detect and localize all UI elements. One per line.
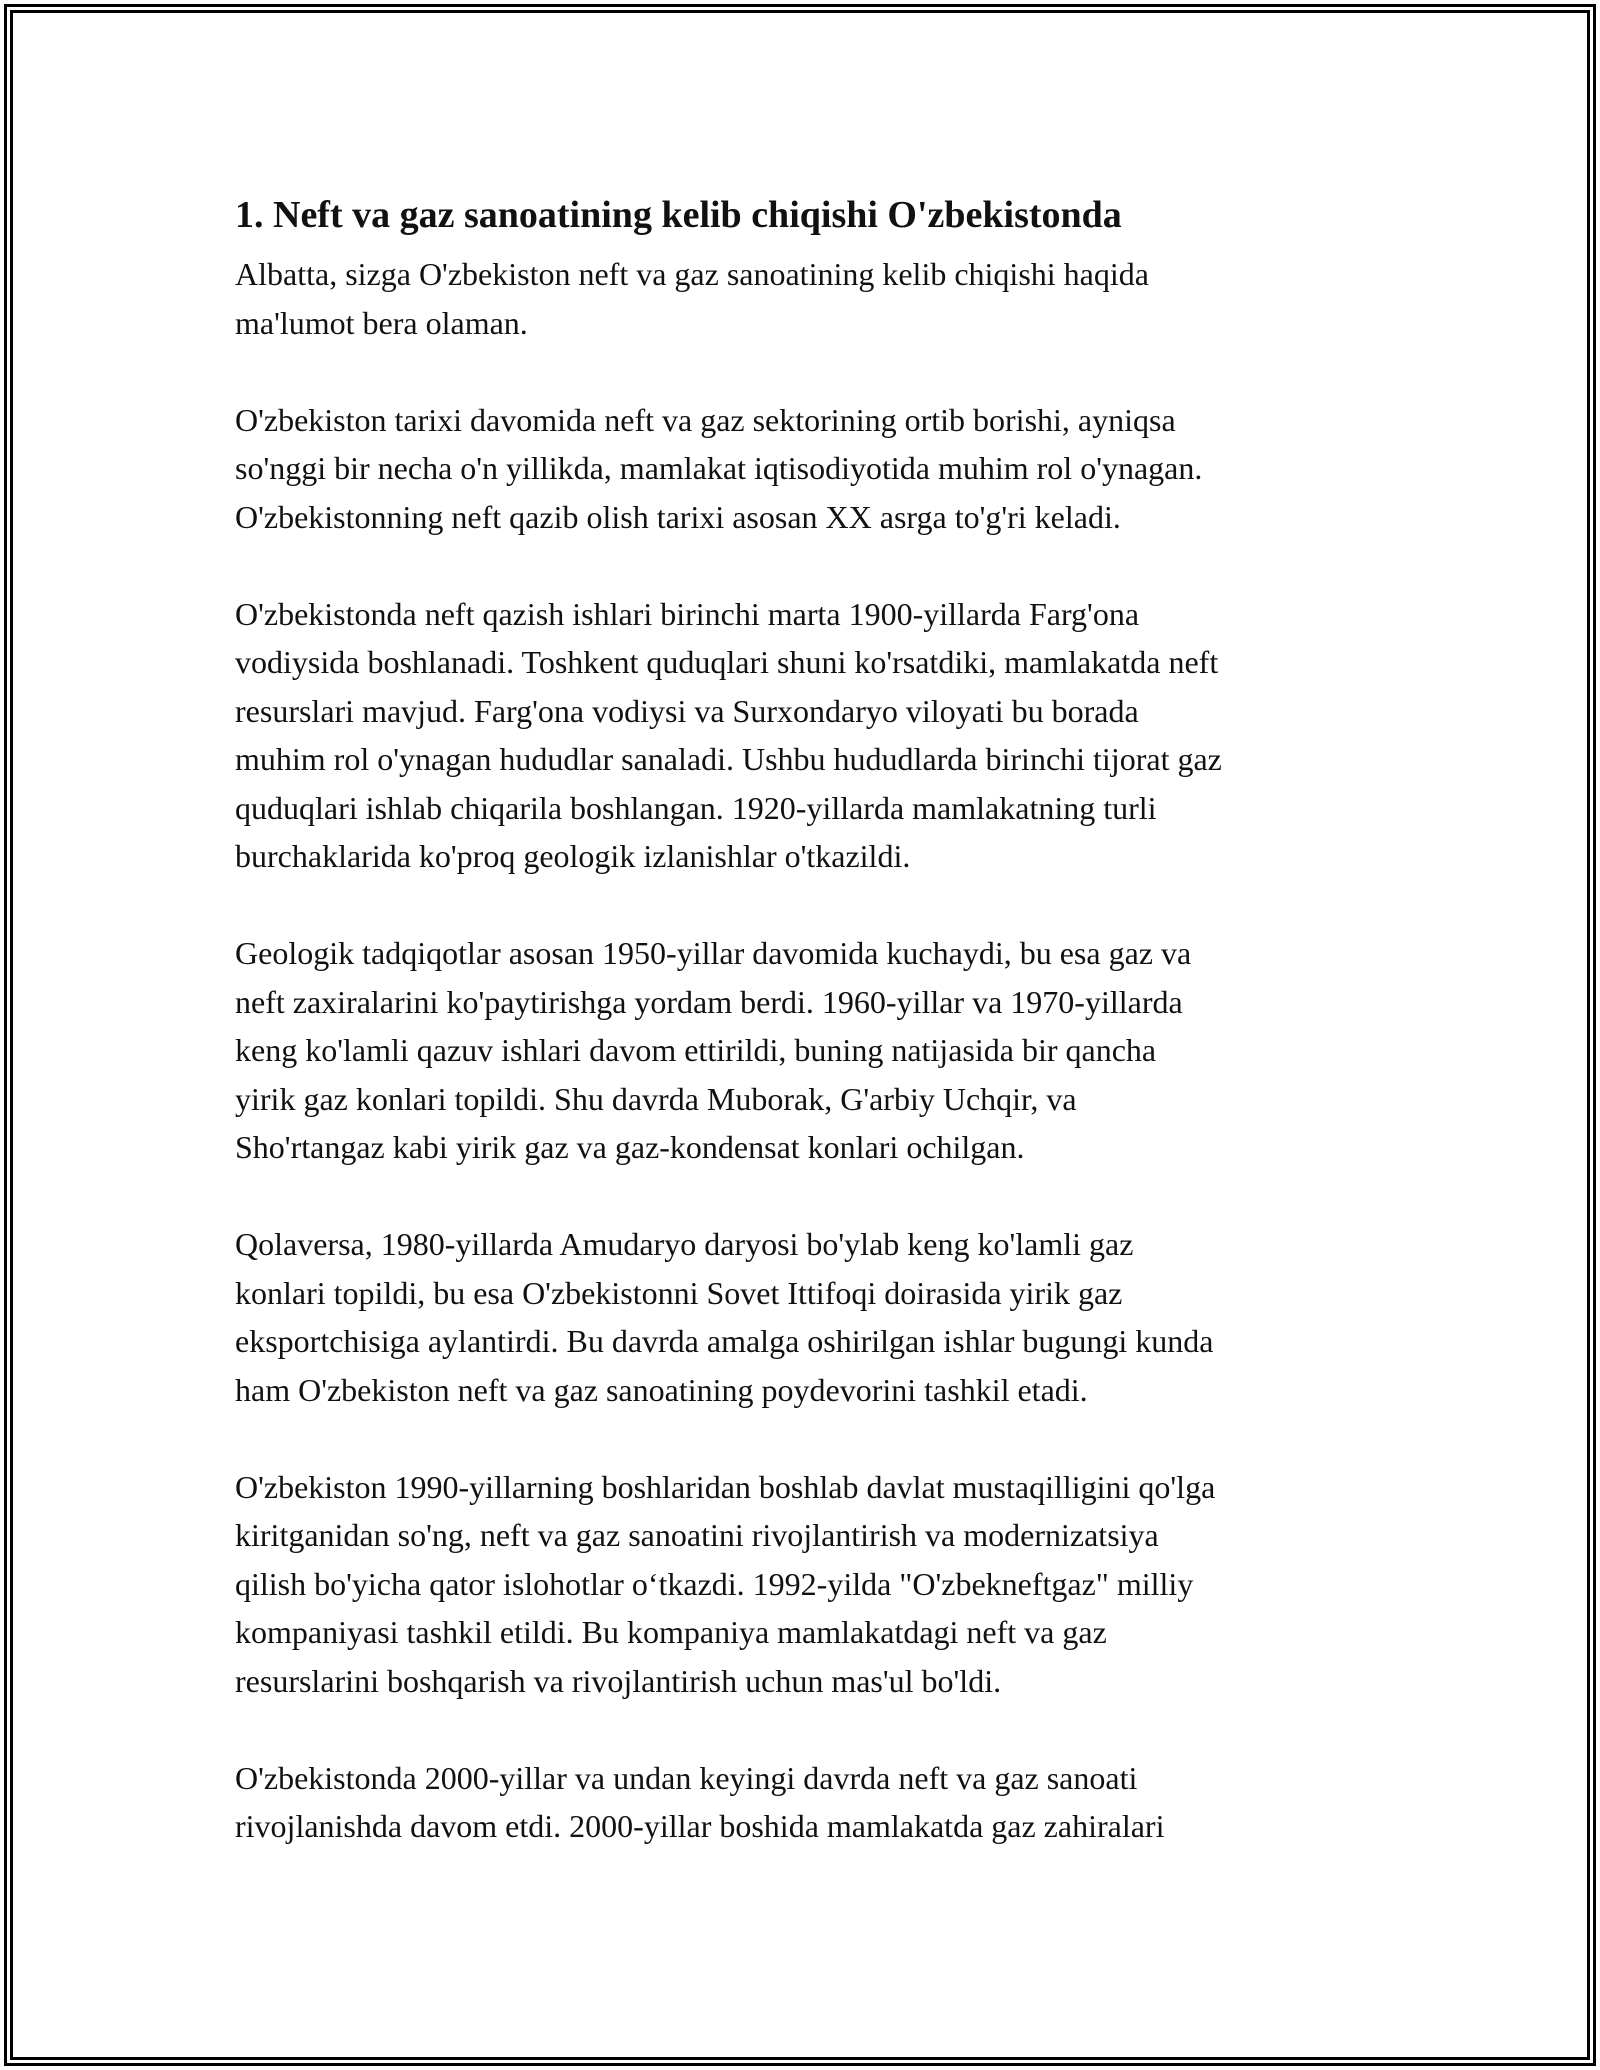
text-line: qilish bo'yicha qator islohotlar o‘tkazdi. 1992-yilda "O'zbekneftgaz" milliy <box>235 1565 1194 1602</box>
text-line: ma'lumot bera olaman. <box>235 304 528 341</box>
paragraph-3 <box>235 590 1375 881</box>
text-line: muhim rol o'ynagan hududlar sanaladi. Ushbu hududlarda birinchi tijorat gaz <box>235 741 1222 777</box>
paragraph-7 <box>235 1754 1375 1851</box>
text-line: yirik gaz konlari topildi. Shu davrda Muborak, G'arbiy Uchqir, va <box>235 1080 1077 1117</box>
paragraph-1 <box>235 250 1375 347</box>
text-line: konlari topildi, bu esa O'zbekistonni Sovet Ittifoqi doirasida yirik gaz <box>235 1274 1123 1311</box>
paragraph-2 <box>235 396 1375 542</box>
text-line: Sho'rtangaz kabi yirik gaz va gaz-kondensat konlari ochilgan. <box>235 1129 1025 1165</box>
text-line: ham O'zbekiston neft va gaz sanoatining poydevorini tashkil etadi. <box>235 1371 1088 1408</box>
paragraph-5 <box>235 1220 1375 1414</box>
text-line: O'zbekistonda neft qazish ishlari birinchi marta 1900-yillarda Farg'ona <box>235 595 1140 632</box>
text-line: kompaniyasi tashkil etildi. Bu kompaniya mamlakatdagi neft va gaz <box>235 1614 1107 1650</box>
text-line: resurslari mavjud. Farg'ona vodiysi va Surxondaryo viloyati bu borada <box>235 692 1139 729</box>
text-line: O'zbekiston 1990-yillarning boshlaridan boshlab davlat mustaqilligini qo'lga <box>235 1468 1216 1505</box>
text-line: O'zbekistonda 2000-yillar va undan keyingi davrda neft va gaz sanoati <box>235 1759 1138 1796</box>
text-line: eksportchisiga aylantirdi. Bu davrda amalga oshirilgan ishlar bugungi kunda <box>235 1323 1214 1359</box>
text-line: resurslarini boshqarish va rivojlantirish uchun mas'ul bo'ldi. <box>235 1662 1002 1699</box>
text-line: Qolaversa, 1980-yillarda Amudaryo daryosi bo'ylab keng ko'lamli gaz <box>235 1226 1134 1262</box>
text-line: O'zbekiston tarixi davomida neft va gaz sektorining ortib borishi, ayniqsa <box>235 401 1176 438</box>
text-line: so'nggi bir necha o'n yillikda, mamlakat iqtisodiyotida muhim rol o'ynagan. <box>235 450 1203 486</box>
text-line: Albatta, sizga O'zbekiston neft va gaz sanoatining kelib chiqishi haqida <box>235 256 1149 292</box>
text-line: rivojlanishda davom etdi. 2000-yillar boshida mamlakatda gaz zahiralari <box>235 1808 1165 1844</box>
text-line: Geologik tadqiqotlar asosan 1950-yillar davomida kuchaydi, bu esa gaz va <box>235 935 1192 971</box>
text-line: quduqlari ishlab chiqarila boshlangan. 1920-yillarda mamlakatning turli <box>235 789 1157 826</box>
text-line: kiritganidan so'ng, neft va gaz sanoatini rivojlantirish va modernizatsiya <box>235 1517 1159 1553</box>
text-line: keng ko'lamli qazuv ishlari davom ettirildi, buning natijasida bir qancha <box>235 1032 1157 1068</box>
document-body <box>235 186 1375 1899</box>
text-line: neft zaxiralarini ko'paytirishga yordam berdi. 1960-yillar va 1970-yillarda <box>235 983 1183 1020</box>
paragraph-4 <box>235 929 1375 1172</box>
text-line: vodiysida boshlanadi. Toshkent quduqlari shuni ko'rsatdiki, mamlakatda neft <box>235 644 1219 680</box>
page-title: 1. Neft va gaz sanoatining kelib chiqishi O'zbekistonda <box>235 194 1122 236</box>
paragraph-6 <box>235 1463 1375 1706</box>
text-line: O'zbekistonning neft qazib olish tarixi asosan XX asrga to'g'ri keladi. <box>235 498 1121 535</box>
text-line: burchaklarida ko'proq geologik izlanishlar o'tkazildi. <box>235 838 911 874</box>
